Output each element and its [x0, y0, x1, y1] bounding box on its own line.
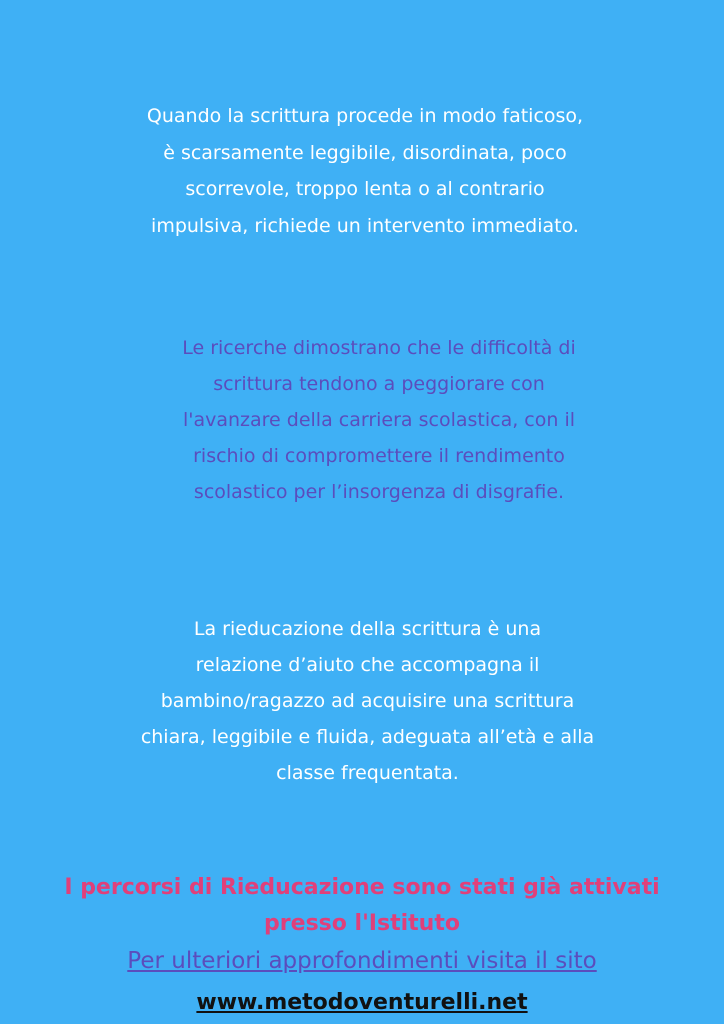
- intro-line: impulsiva, richiede un intervento immediato.: [151, 214, 579, 237]
- website-link-container: [0, 985, 724, 1021]
- research-line: rischio di compromettere il rendimento: [193, 445, 565, 467]
- rehabilitation-line: La rieducazione della scrittura è una: [193, 618, 542, 640]
- rehabilitation-line: relazione d’aiuto che accompagna il: [195, 654, 540, 676]
- rehabilitation-line: chiara, leggibile e fluida, adeguata all’età e alla: [140, 726, 595, 748]
- research-paragraph: [140, 330, 618, 510]
- intro-line: è scarsamente leggibile, disordinata, poco: [163, 141, 567, 164]
- rehabilitation-paragraph: [100, 611, 635, 791]
- research-line: Le ricerche dimostrano che le difficoltà di: [182, 337, 576, 359]
- research-line: scolastico per l’insorgenza di disgrafie.: [193, 481, 565, 503]
- research-line: scrittura tendono a peggiorare con: [213, 373, 545, 395]
- intro-line: Quando la scrittura procede in modo faticoso,: [146, 105, 584, 127]
- research-line: l'avanzare della carriera scolastica, con il: [182, 409, 576, 431]
- activation-line: presso l'Istituto: [264, 911, 460, 936]
- rehabilitation-line: classe frequentata.: [276, 762, 459, 784]
- activation-notice: [20, 870, 704, 942]
- website-link[interactable]: www.metodoventurelli.net: [196, 990, 528, 1015]
- more-info-link[interactable]: Per ulteriori approfondimenti visita il sito: [127, 948, 597, 974]
- activation-line: I percorsi di Rieducazione sono stati già attivati: [64, 875, 660, 900]
- more-info-link-container: [0, 944, 724, 978]
- rehabilitation-line: bambino/ragazzo ad acquisire una scrittura: [160, 690, 575, 712]
- intro-paragraph: [110, 98, 620, 244]
- intro-line: scorrevole, troppo lenta o al contrario: [185, 178, 545, 200]
